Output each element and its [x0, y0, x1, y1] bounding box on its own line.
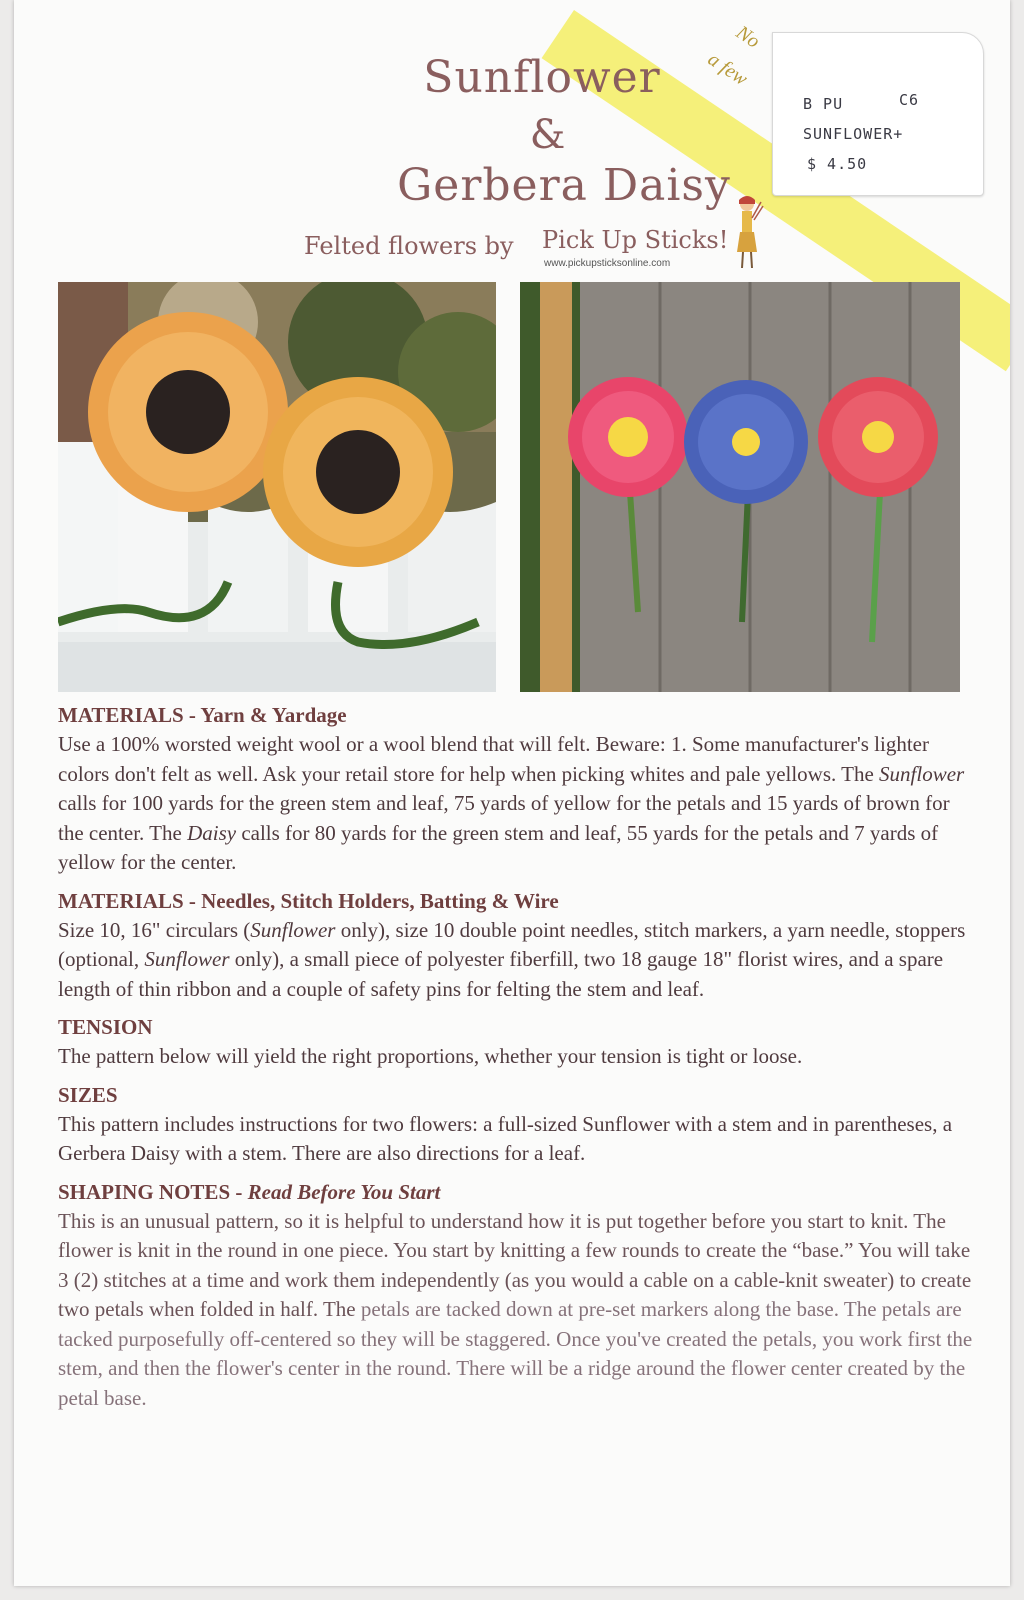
ribbon-text-2: a few [703, 48, 752, 91]
materials-needles-text: Size 10, 16" circulars (Sunflower only), size 10 double point needles, stitch markers, a yarn needle, stoppers (optional, Sunflower only), a small piece of polyester fiberfill, two 18 gauge 18" florist wires, and a spare length of thin ribbon and a couple of safety pins for felting the stem and leaf. [58, 917, 966, 1001]
shaping-notes-text: This is an unusual pattern, so it is helpful to understand how it is put together before you start to knit. The flower is knit in the round in one piece. You start by knitting a few rounds to create the “base.” You will take 3 (2) stitches at a time and work them independently (as you would a cable on a cable-knit sweater) to create two petals when folded in half. The petals are tacked down at pre-set markers along the base. The petals are tacked purposefully off-centered so they will be staggered. Once you've created the petals, you work first the stem, and then the flower's center in the round. There will be a ridge around the flower center created by the petal base. [58, 1208, 973, 1410]
title-sunflower: Sunflower [423, 52, 661, 103]
tension-heading: TENSION [58, 1015, 153, 1039]
mascot-girl-icon [730, 192, 764, 272]
pattern-text [58, 700, 978, 1421]
shaping-notes-heading: SHAPING NOTES - Read Before You Start [58, 1179, 441, 1204]
sizes-heading: SIZES [58, 1082, 118, 1107]
brand-name: Pick Up Sticks! [542, 226, 729, 254]
pattern-card [14, 0, 1010, 1586]
title-gerbera-daisy: Gerbera Daisy [397, 160, 731, 211]
byline: Felted flowers by [304, 232, 514, 260]
materials-needles-heading: MATERIALS - Needles, Stitch Holders, Batting & Wire [58, 888, 559, 913]
sticker-code: B PU [803, 95, 844, 113]
sticker-price: $ 4.50 [807, 155, 868, 173]
brand-url: www.pickupsticksonline.com [544, 258, 671, 269]
sticker-bin: C6 [899, 91, 920, 109]
photo-sunflowers [58, 282, 496, 692]
tension-text: The pattern below will yield the right proportions, whether your tension is tight or loose. [58, 1044, 803, 1068]
materials-yarn-text: Use a 100% worsted weight wool or a wool blend that will felt. Beware: 1. Some manufacturer's lighter colors don't felt as well. Ask your retail store for help when picking whites and pale yellows. The Sunflower calls for 100 yards for the green stem and leaf, 75 yards of yellow for the petals and 15 yards of brown for the center. The Daisy calls for 80 yards for the green stem and leaf, 55 yards for the petals and 7 yards of yellow for the center. [58, 732, 965, 874]
sizes-text: This pattern includes instructions for two flowers: a full-sized Sunflower with a stem and in parentheses, a Gerbera Daisy with a stem. There are also directions for a leaf. [58, 1111, 953, 1165]
sticker-product: SUNFLOWER+ [803, 125, 904, 143]
materials-yarn-heading: MATERIALS - Yarn & Yardage [58, 703, 347, 727]
title-ampersand: & [529, 112, 567, 158]
photo-gerbera-daisies [520, 282, 960, 692]
ribbon-text-1: No [732, 21, 764, 53]
